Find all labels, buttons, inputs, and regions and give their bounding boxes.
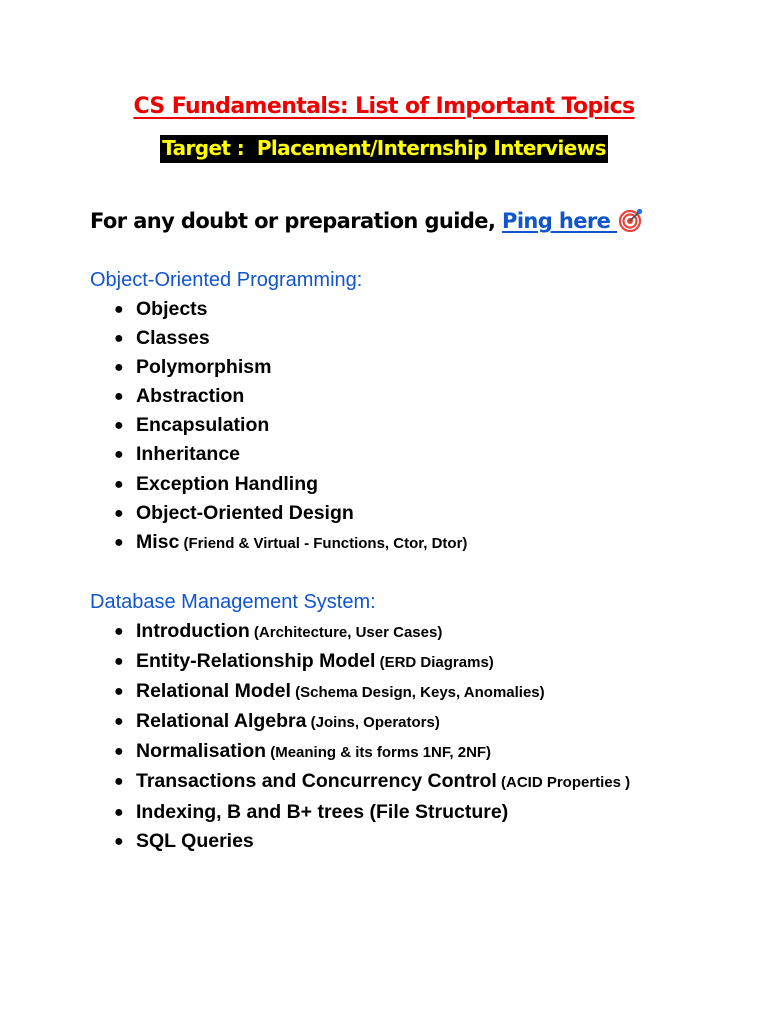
- doubt-prefix: For any doubt or preparation guide,: [90, 209, 503, 233]
- section-title-oop: Object-Oriented Programming:: [90, 269, 363, 291]
- list-item: [90, 353, 467, 382]
- topic-label: Objects: [136, 298, 208, 320]
- topic-label: Encapsulation: [136, 414, 270, 437]
- bullet-icon: ●: [114, 388, 124, 406]
- section-title-dbms: Database Management System:: [90, 591, 376, 613]
- bullet-icon: ●: [114, 533, 124, 551]
- doubt-line: [90, 208, 643, 237]
- list-item: [90, 617, 630, 647]
- bullet-icon: ●: [114, 504, 124, 522]
- topic-list-dbms: [90, 617, 630, 856]
- topic-note: (Architecture, User Cases): [249, 624, 443, 641]
- bullet-icon: ●: [114, 743, 124, 761]
- topic-note: (Friend & Virtual - Functions, Ctor, Dtor): [179, 534, 468, 552]
- topic-label: Indexing, B and B+ trees (File Structure): [136, 800, 509, 823]
- list-item: [90, 827, 630, 856]
- section-oop: [90, 267, 467, 558]
- topic-label: Abstraction: [136, 385, 245, 408]
- list-item: [90, 677, 630, 707]
- section-dbms: [90, 589, 630, 856]
- topic-note: (Meaning & its forms 1NF, 2NF): [266, 744, 492, 762]
- ping-here-link-text: Ping here: [502, 209, 618, 233]
- bullet-icon: ●: [114, 832, 124, 850]
- topic-note: (Joins, Operators): [306, 714, 440, 732]
- topic-label: Introduction: [136, 620, 250, 642]
- bullet-icon: ●: [114, 653, 124, 671]
- topic-label: Misc: [136, 530, 180, 553]
- bullet-icon: ●: [114, 773, 124, 791]
- topic-label: Transactions and Concurrency Control: [136, 770, 497, 793]
- target-label: Target : Placement/Internship Interviews: [160, 135, 608, 163]
- list-item: [90, 798, 630, 827]
- list-item: [90, 411, 467, 440]
- bullet-icon: ●: [114, 713, 124, 731]
- bullet-icon: ●: [114, 301, 124, 318]
- list-item: [90, 470, 467, 499]
- topic-label: Normalisation: [136, 740, 267, 763]
- topic-label: SQL Queries: [136, 829, 254, 852]
- bullet-icon: ●: [114, 446, 124, 464]
- list-item: [90, 647, 630, 677]
- bullet-icon: ●: [114, 475, 124, 493]
- bullet-icon: ●: [114, 623, 124, 640]
- topic-label: Relational Algebra: [136, 710, 307, 733]
- topic-label: Inheritance: [136, 443, 241, 466]
- bullet-icon: ●: [114, 359, 124, 377]
- direct-hit-target-icon: [619, 208, 643, 237]
- topic-list-oop: [90, 295, 467, 558]
- topic-note: (ACID Properties ): [496, 774, 631, 792]
- list-item: [90, 440, 467, 469]
- bullet-icon: ●: [114, 330, 124, 348]
- topic-label: Entity-Relationship Model: [136, 650, 376, 673]
- list-item: [90, 767, 630, 797]
- list-item: [90, 499, 467, 528]
- ping-here-link[interactable]: [502, 209, 617, 233]
- list-item: [90, 295, 467, 324]
- topic-note: (ERD Diagrams): [375, 654, 494, 672]
- topic-label: Object-Oriented Design: [136, 501, 354, 524]
- topic-note: (Schema Design, Keys, Anomalies): [290, 684, 545, 702]
- list-item: [90, 528, 467, 558]
- topic-label: Polymorphism: [136, 356, 272, 379]
- topic-label: Classes: [136, 327, 210, 350]
- topic-label: Relational Model: [136, 680, 291, 703]
- list-item: [90, 382, 467, 411]
- bullet-icon: ●: [114, 683, 124, 701]
- target-banner: [0, 135, 768, 163]
- document-title: CS Fundamentals: List of Important Topics: [133, 94, 635, 119]
- bullet-icon: ●: [114, 803, 124, 821]
- bullet-icon: ●: [114, 417, 124, 435]
- topic-label: Exception Handling: [136, 472, 319, 495]
- list-item: [90, 737, 630, 767]
- list-item: [90, 707, 630, 737]
- list-item: [90, 324, 467, 353]
